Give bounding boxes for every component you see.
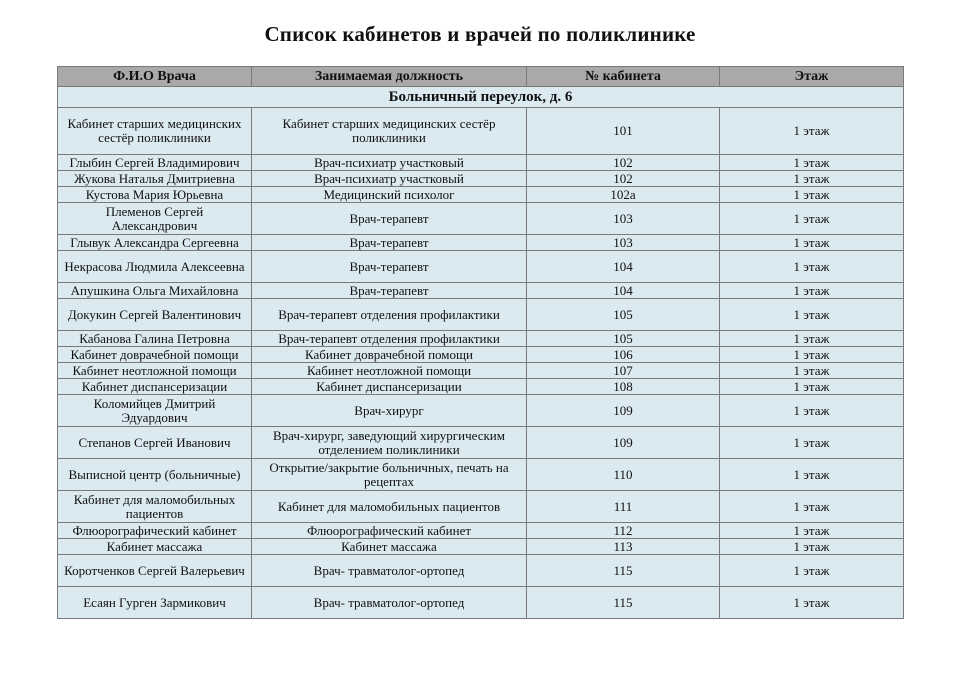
table-row: [58, 203, 904, 235]
doctor-position: Кабинет старших медицинских сестёр поликлиники: [252, 108, 527, 155]
page-title: Список кабинетов и врачей по поликлинике: [264, 22, 696, 46]
section-row: [58, 87, 904, 108]
doctor-name: Выписной центр (больничные): [58, 459, 252, 491]
doctor-position: Флюорографический кабинет: [252, 523, 527, 539]
doctor-position: Врач- травматолог-ортопед: [252, 555, 527, 587]
room-number: 101: [527, 108, 720, 155]
floor: 1 этаж: [720, 539, 904, 555]
room-number: 112: [527, 523, 720, 539]
room-number: 109: [527, 395, 720, 427]
room-number: 103: [527, 203, 720, 235]
table-row: [58, 363, 904, 379]
doctors-table: [57, 66, 904, 619]
doctor-name: Флюорографический кабинет: [58, 523, 252, 539]
doctor-position: Медицинский психолог: [252, 187, 527, 203]
table-row: [58, 347, 904, 363]
table-row: [58, 299, 904, 331]
doctor-name: Степанов Сергей Иванович: [58, 427, 252, 459]
table-row: [58, 155, 904, 171]
floor: 1 этаж: [720, 491, 904, 523]
table-row: [58, 491, 904, 523]
doctor-position: Кабинет доврачебной помощи: [252, 347, 527, 363]
doctor-name: Апушкина Ольга Михайловна: [58, 283, 252, 299]
table-row: [58, 331, 904, 347]
doctor-position: Врач-психиатр участковый: [252, 155, 527, 171]
doctor-position: Кабинет для маломобильных пациентов: [252, 491, 527, 523]
floor: 1 этаж: [720, 171, 904, 187]
table-row: [58, 235, 904, 251]
floor: 1 этаж: [720, 459, 904, 491]
room-number: 107: [527, 363, 720, 379]
doctor-position: Врач-хирург: [252, 395, 527, 427]
doctor-name: Жукова Наталья Дмитриевна: [58, 171, 252, 187]
header-row: [58, 67, 904, 87]
doctor-position: Кабинет диспансеризации: [252, 379, 527, 395]
doctor-position: Врач-терапевт: [252, 283, 527, 299]
header-name: Ф.И.О Врача: [58, 67, 252, 87]
doctor-name: Есаян Гурген Зармикович: [58, 587, 252, 619]
floor: 1 этаж: [720, 555, 904, 587]
table-row: [58, 523, 904, 539]
floor: 1 этаж: [720, 427, 904, 459]
table-row: [58, 539, 904, 555]
doctor-position: Врач-хирург, заведующий хирургическим отделением поликлиники: [252, 427, 527, 459]
header-position: Занимаемая должность: [252, 67, 527, 87]
room-number: 113: [527, 539, 720, 555]
header-floor: Этаж: [720, 67, 904, 87]
room-number: 102: [527, 155, 720, 171]
floor: 1 этаж: [720, 523, 904, 539]
doctor-position: Врач-терапевт отделения профилактики: [252, 299, 527, 331]
section-title: Больничный переулок, д. 6: [58, 87, 904, 108]
doctor-position: Врач-психиатр участковый: [252, 171, 527, 187]
doctor-name: Коротченков Сергей Валерьевич: [58, 555, 252, 587]
room-number: 102а: [527, 187, 720, 203]
room-number: 110: [527, 459, 720, 491]
doctor-name: Кабинет доврачебной помощи: [58, 347, 252, 363]
doctor-position: Врач-терапевт: [252, 235, 527, 251]
room-number: 108: [527, 379, 720, 395]
doctor-position: Врач- травматолог-ортопед: [252, 587, 527, 619]
table-row: [58, 395, 904, 427]
room-number: 104: [527, 251, 720, 283]
doctor-name: Некрасова Людмила Алексеевна: [58, 251, 252, 283]
room-number: 115: [527, 587, 720, 619]
room-number: 105: [527, 331, 720, 347]
table-row: [58, 171, 904, 187]
floor: 1 этаж: [720, 187, 904, 203]
floor: 1 этаж: [720, 235, 904, 251]
room-number: 104: [527, 283, 720, 299]
floor: 1 этаж: [720, 299, 904, 331]
doctor-position: Врач-терапевт: [252, 203, 527, 235]
room-number: 106: [527, 347, 720, 363]
room-number: 102: [527, 171, 720, 187]
floor: 1 этаж: [720, 379, 904, 395]
doctor-name: Кабинет старших медицинских сестёр поликлиники: [58, 108, 252, 155]
doctor-name: Докукин Сергей Валентинович: [58, 299, 252, 331]
room-number: 109: [527, 427, 720, 459]
doctor-position: Врач-терапевт: [252, 251, 527, 283]
floor: 1 этаж: [720, 108, 904, 155]
doctor-name: Кабинет для маломобильных пациентов: [58, 491, 252, 523]
table-row: [58, 379, 904, 395]
doctor-name: Глыбин Сергей Владимирович: [58, 155, 252, 171]
table-row: [58, 187, 904, 203]
floor: 1 этаж: [720, 331, 904, 347]
doctor-name: Кабинет диспансеризации: [58, 379, 252, 395]
room-number: 111: [527, 491, 720, 523]
doctor-name: Кустова Мария Юрьевна: [58, 187, 252, 203]
table-row: [58, 108, 904, 155]
room-number: 103: [527, 235, 720, 251]
floor: 1 этаж: [720, 395, 904, 427]
doctor-position: Кабинет массажа: [252, 539, 527, 555]
doctor-name: Кабанова Галина Петровна: [58, 331, 252, 347]
doctor-name: Глывук Александра Сергеевна: [58, 235, 252, 251]
floor: 1 этаж: [720, 203, 904, 235]
room-number: 105: [527, 299, 720, 331]
table-row: [58, 555, 904, 587]
doctor-position: Врач-терапевт отделения профилактики: [252, 331, 527, 347]
floor: 1 этаж: [720, 283, 904, 299]
floor: 1 этаж: [720, 347, 904, 363]
doctor-position: Открытие/закрытие больничных, печать на рецептах: [252, 459, 527, 491]
table-row: [58, 427, 904, 459]
doctor-name: Коломийцев Дмитрий Эдуардович: [58, 395, 252, 427]
header-room: № кабинета: [527, 67, 720, 87]
doctor-position: Кабинет неотложной помощи: [252, 363, 527, 379]
floor: 1 этаж: [720, 155, 904, 171]
doctor-name: Племенов Сергей Александрович: [58, 203, 252, 235]
doctor-name: Кабинет неотложной помощи: [58, 363, 252, 379]
table-row: [58, 587, 904, 619]
floor: 1 этаж: [720, 587, 904, 619]
table-row: [58, 251, 904, 283]
table-row: [58, 283, 904, 299]
room-number: 115: [527, 555, 720, 587]
table-row: [58, 459, 904, 491]
doctor-name: Кабинет массажа: [58, 539, 252, 555]
floor: 1 этаж: [720, 363, 904, 379]
floor: 1 этаж: [720, 251, 904, 283]
